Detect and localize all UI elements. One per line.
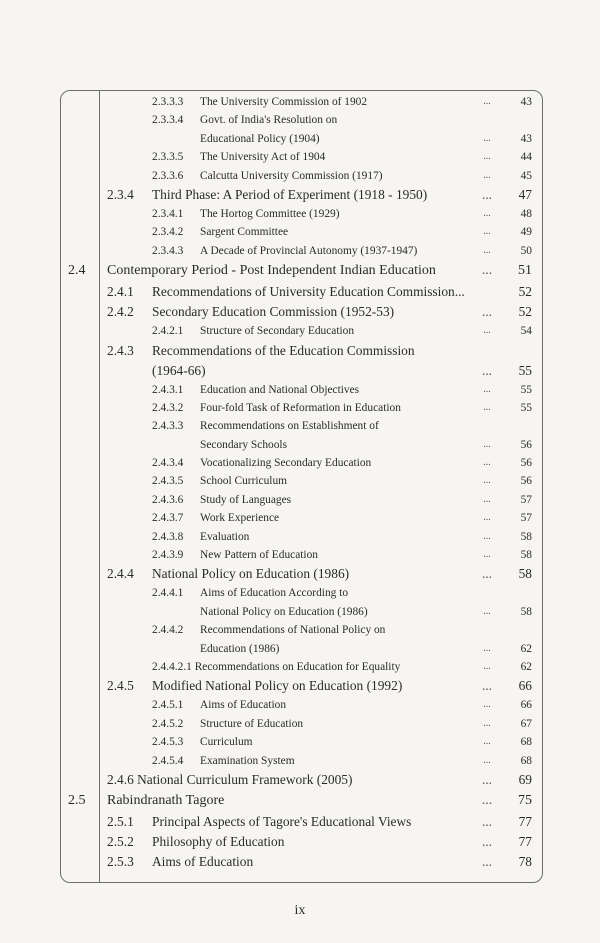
entry-title: Rabindranath Tagore (107, 792, 225, 808)
leader-dots: ... (483, 383, 491, 395)
toc-entry (0, 715, 600, 733)
entry-title: Education and National Objectives (200, 383, 360, 396)
entry-title: Aims of Education (200, 699, 287, 712)
entry-title: (1964-66) (152, 362, 206, 378)
leader-dots: ... (483, 244, 491, 256)
toc-entry (0, 770, 600, 790)
entry-title: Evaluation (200, 530, 250, 543)
entry-number: 2.3.4.2 (152, 226, 184, 239)
entry-title: Four-fold Task of Reformation in Education (200, 401, 401, 414)
entry-page-number: 47 (518, 186, 532, 202)
leader-dots: ... (481, 853, 493, 869)
entry-number: 2.4.1 (107, 284, 134, 300)
toc-entry (0, 223, 600, 241)
entry-title: Philosophy of Education (152, 833, 285, 849)
leader-dots: ... (483, 96, 491, 107)
leader-dots: ... (483, 512, 491, 524)
entry-title: 2.4.4.2.1 Recommendations on Education for Equality (152, 660, 401, 673)
entry-title: The University Commission of 1902 (200, 96, 368, 108)
entry-title: Recommendations of University Education Commission... (152, 284, 465, 300)
entry-number: 2.4.3.9 (152, 549, 184, 562)
page-number: ix (294, 903, 306, 918)
entry-page-number: 68 (520, 736, 532, 749)
entry-number: 2.4.4.2 (152, 624, 184, 637)
toc-entry (0, 361, 600, 381)
entry-page-number: 66 (520, 699, 532, 712)
entry-number: 2.3.3.5 (152, 151, 184, 164)
leader-dots: ... (483, 475, 491, 487)
entry-number: 2.4.2 (107, 304, 134, 320)
entry-title: Third Phase: A Period of Experiment (1918 - 1950) (152, 186, 428, 202)
entry-number: 2.4.3.7 (152, 512, 184, 525)
entry-page-number: 56 (520, 457, 532, 470)
leader-dots: ... (483, 207, 491, 219)
entry-page-number: 49 (520, 226, 532, 239)
toc-entry (0, 676, 600, 696)
entry-title: Recommendations on Establishment of (200, 420, 379, 433)
toc-entry (0, 603, 600, 621)
entry-page-number: 48 (520, 207, 532, 220)
entry-page-number: 44 (520, 151, 532, 164)
leader-dots: ... (483, 132, 491, 144)
leader-dots: ... (481, 771, 493, 787)
entry-page-number: 45 (520, 169, 532, 182)
leader-dots: ... (483, 717, 491, 729)
entry-title: Sargent Committee (200, 226, 289, 239)
leader-dots: ... (481, 678, 493, 694)
leader-dots: ... (483, 754, 491, 766)
entry-number: 2.4.5.2 (152, 717, 184, 730)
entry-title: Study of Languages (200, 493, 292, 506)
leader-dots: ... (483, 660, 491, 672)
toc-entry (0, 509, 600, 527)
entry-page-number: 55 (518, 362, 532, 378)
entry-title: Structure of Secondary Education (200, 325, 355, 338)
entry-title: Curriculum (200, 736, 253, 749)
entry-number: 2.3.4.3 (152, 244, 184, 257)
entry-number: 2.4.5 (107, 678, 134, 694)
entry-title: Principal Aspects of Tagore's Educational Views (152, 813, 412, 829)
entry-number: 2.4.5.3 (152, 736, 184, 749)
toc-entry (0, 381, 600, 399)
toc-entry (0, 528, 600, 546)
entry-page-number: 77 (518, 813, 532, 829)
entry-page-number: 62 (520, 660, 532, 673)
entry-number: 2.4.3.4 (152, 457, 184, 470)
toc-entry (0, 454, 600, 472)
leader-dots: ... (483, 169, 491, 181)
entry-page-number: 56 (520, 438, 532, 451)
entry-page-number: 55 (520, 401, 532, 414)
entry-page-number: 55 (520, 383, 532, 396)
leader-dots: ... (481, 362, 493, 378)
entry-title: The University Act of 1904 (200, 151, 326, 164)
toc-entry (0, 658, 600, 676)
entry-number: 2.3.4 (107, 186, 134, 202)
entry-page-number: 58 (520, 549, 532, 562)
toc-entry (0, 242, 600, 260)
entry-page-number: 77 (518, 833, 532, 849)
entry-page-number: 52 (518, 304, 532, 320)
leader-dots: ... (483, 699, 491, 711)
entry-number: 2.5.3 (107, 853, 134, 869)
entry-page-number: 67 (520, 717, 532, 730)
entry-title: Educational Policy (1904) (200, 132, 320, 145)
entry-page-number: 58 (520, 530, 532, 543)
entry-title: Recommendations of National Policy on (200, 624, 386, 637)
leader-dots: ... (483, 642, 491, 654)
toc-entry (0, 852, 600, 872)
entry-title: A Decade of Provincial Autonomy (1937-1947) (200, 244, 418, 257)
entry-page-number: 43 (520, 132, 532, 145)
entry-title: Structure of Education (200, 717, 304, 730)
toc-entry (0, 111, 600, 129)
toc-entry (0, 205, 600, 223)
toc-entry (0, 260, 600, 282)
entry-title: Aims of Education (152, 853, 254, 869)
entry-title: School Curriculum (200, 475, 288, 488)
entry-number: 2.4.3.6 (152, 493, 184, 506)
toc-list (0, 93, 600, 872)
entry-page-number: 52 (518, 284, 532, 300)
entry-number: 2.4.4 (107, 566, 134, 582)
entry-number: 2.4.3 (107, 342, 134, 358)
toc-entry (0, 436, 600, 454)
leader-dots: ... (483, 549, 491, 561)
leader-dots: ... (481, 833, 493, 849)
entry-title: Aims of Education According to (200, 587, 349, 600)
entry-title: Vocationalizing Secondary Education (200, 457, 372, 470)
entry-number: 2.3.4.1 (152, 207, 184, 220)
toc-entry (0, 621, 600, 639)
entry-title: Work Experience (200, 512, 280, 525)
leader-dots: ... (481, 566, 493, 582)
leader-dots: ... (481, 304, 493, 320)
toc-entry (0, 832, 600, 852)
entry-page-number: 69 (518, 771, 532, 787)
toc-entry (0, 584, 600, 602)
leader-dots: ... (483, 493, 491, 505)
entry-title: National Policy on Education (1986) (152, 566, 350, 582)
entry-number: 2.4.3.2 (152, 401, 184, 414)
toc-entry (0, 148, 600, 166)
toc-entry (0, 812, 600, 832)
entry-title: Secondary Education Commission (1952-53) (152, 304, 395, 320)
entry-title: Contemporary Period - Post Independent Indian Education (107, 263, 436, 279)
entry-title: Examination System (200, 754, 295, 767)
leader-dots: ... (483, 736, 491, 748)
leader-dots: ... (481, 813, 493, 829)
toc-entry (0, 130, 600, 148)
toc-entry (0, 696, 600, 714)
entry-number: 2.5.1 (107, 813, 134, 829)
entry-page-number: 58 (518, 566, 532, 582)
toc-entry (0, 733, 600, 751)
toc-entry (0, 282, 600, 302)
toc-entry (0, 564, 600, 584)
entry-page-number: 57 (520, 512, 532, 525)
entry-page-number: 75 (518, 792, 532, 808)
leader-dots: ... (481, 792, 493, 808)
entry-title: Calcutta University Commission (1917) (200, 169, 383, 182)
toc-entry (0, 185, 600, 205)
entry-title: Education (1986) (200, 642, 280, 655)
toc-entry (0, 472, 600, 490)
leader-dots: ... (483, 605, 491, 617)
entry-page-number: 43 (520, 96, 532, 108)
toc-entry (0, 167, 600, 185)
leader-dots: ... (483, 530, 491, 542)
entry-page-number: 66 (518, 678, 532, 694)
entry-page-number: 56 (520, 475, 532, 488)
leader-dots: ... (481, 186, 493, 202)
toc-entry (0, 640, 600, 658)
leader-dots: ... (483, 401, 491, 413)
entry-number: 2.3.3.6 (152, 169, 184, 182)
entry-page-number: 78 (518, 853, 532, 869)
entry-title: National Policy on Education (1986) (200, 605, 368, 618)
entry-number: 2.4.5.4 (152, 754, 184, 767)
toc-entry (0, 93, 600, 111)
entry-number: 2.3.3.4 (152, 114, 184, 127)
entry-page-number: 57 (520, 493, 532, 506)
leader-dots: ... (483, 151, 491, 163)
leader-dots: ... (483, 226, 491, 238)
entry-title: 2.4.6 National Curriculum Framework (2005) (107, 771, 353, 787)
entry-title: Recommendations of the Education Commission (152, 342, 415, 358)
entry-number: 2.4.3.5 (152, 475, 184, 488)
entry-page-number: 50 (520, 244, 532, 257)
entry-page-number: 51 (518, 263, 532, 279)
leader-dots: ... (483, 438, 491, 450)
toc-entry (0, 546, 600, 564)
toc-entry (0, 417, 600, 435)
leader-dots: ... (483, 457, 491, 469)
toc-entry (0, 790, 600, 812)
entry-number: 2.4.4.1 (152, 587, 184, 600)
toc-entry (0, 752, 600, 770)
entry-number: 2.5.2 (107, 833, 134, 849)
entry-number: 2.4.2.1 (152, 325, 184, 338)
entry-title: The Hortog Committee (1929) (200, 207, 340, 220)
entry-title: Govt. of India's Resolution on (200, 114, 338, 127)
entry-title: Secondary Schools (200, 438, 287, 451)
entry-number: 2.4.3.3 (152, 420, 184, 433)
entry-number: 2.3.3.3 (152, 96, 184, 108)
entry-number: 2.5 (68, 792, 86, 808)
entry-number: 2.4 (68, 263, 86, 279)
entry-page-number: 54 (520, 325, 532, 338)
entry-title: New Pattern of Education (200, 549, 318, 562)
toc-entry (0, 322, 600, 340)
leader-dots: ... (483, 325, 491, 337)
entry-number: 2.4.3.8 (152, 530, 184, 543)
toc-entry (0, 341, 600, 361)
entry-number: 2.4.5.1 (152, 699, 184, 712)
entry-number: 2.4.3.1 (152, 383, 184, 396)
entry-page-number: 62 (520, 642, 532, 655)
entry-page-number: 68 (520, 754, 532, 767)
entry-title: Modified National Policy on Education (1992) (152, 678, 403, 694)
leader-dots: ... (481, 263, 493, 279)
toc-entry (0, 302, 600, 322)
toc-entry (0, 491, 600, 509)
entry-page-number: 58 (520, 605, 532, 618)
toc-entry (0, 399, 600, 417)
